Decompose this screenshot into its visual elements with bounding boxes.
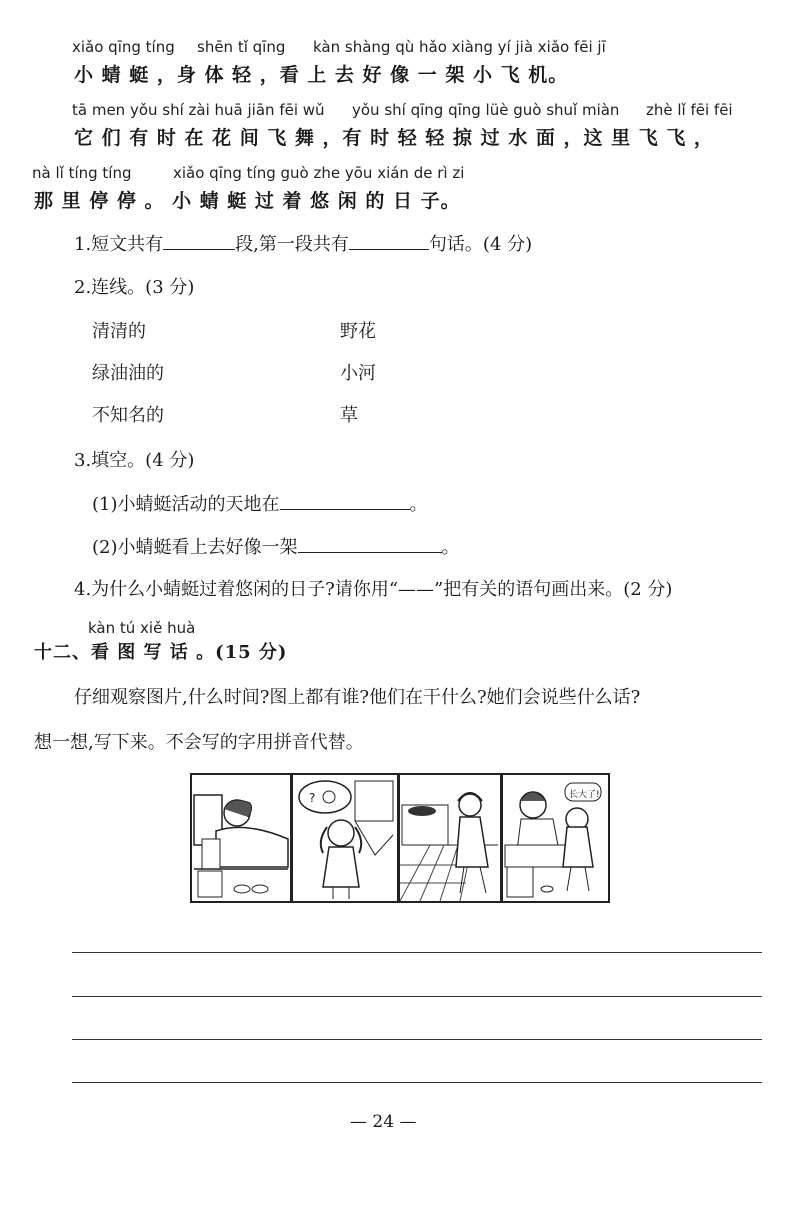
passage-line-2: 它 们 有 时 在 花 间 飞 舞 ，有 时 轻 轻 掠 过 水 面 ，这 里 飞 飞 ， [74, 127, 714, 149]
sleeping-mother-illustration [192, 775, 290, 901]
match-left-2[interactable]: 绿油油的 [92, 363, 164, 384]
match-left-3[interactable]: 不知名的 [92, 405, 164, 426]
writing-line-4[interactable] [72, 1082, 762, 1083]
answer-blank-4[interactable] [298, 534, 442, 553]
passage-line-3: 那 里 停 停 。 小 蜻 蜓 过 着 悠 闲 的 日 子。 [34, 190, 461, 212]
writing-line-3[interactable] [72, 1039, 762, 1040]
comic-panel-3 [398, 773, 502, 903]
writing-line-1[interactable] [72, 952, 762, 953]
page-number: — 24 — [350, 1112, 417, 1132]
pinyin-1b: shēn tǐ qīng [197, 38, 286, 56]
thinking-girl-illustration [293, 775, 397, 901]
section-12-pinyin: kàn tú xiě huà [88, 619, 196, 637]
question-1: 1.短文共有 段,第一段共有 句话。(4 分) [74, 230, 532, 256]
writing-line-2[interactable] [72, 996, 762, 997]
svg-text:?: ? [309, 791, 316, 805]
section-12-title: 十二、看 图 写 话 。(15 分) [34, 642, 288, 663]
pinyin-3b: xiǎo qīng tíng guò zhe yōu xián de rì zi [173, 164, 465, 182]
comic-panel-2 [291, 773, 399, 903]
question-3-item-1: (1)小蜻蜓活动的天地在 。 [92, 490, 428, 516]
answer-blank-2[interactable] [349, 231, 429, 250]
pinyin-3a: nà lǐ tíng tíng [32, 164, 132, 182]
question-4: 4.为什么小蜻蜓过着悠闲的日子?请你用“——”把有关的语句画出来。(2 分) [74, 579, 673, 600]
question-2-title: 2.连线。(3 分) [74, 277, 195, 298]
match-right-3[interactable]: 草 [340, 405, 358, 426]
pinyin-2a: tā men yǒu shí zài huā jiān fēi wǔ [72, 101, 325, 119]
answer-blank-3[interactable] [280, 491, 410, 510]
passage-line-1: 小 蜻 蜓 ，身 体 轻 ，看 上 去 好 像 一 架 小 飞 机。 [74, 64, 569, 86]
writing-prompt-2: 想一想,写下来。不会写的字用拼音代替。 [34, 732, 364, 753]
match-right-1[interactable]: 野花 [340, 321, 376, 342]
answer-blank-1[interactable] [163, 231, 235, 250]
match-right-2[interactable]: 小河 [340, 363, 376, 384]
question-3-title: 3.填空。(4 分) [74, 450, 195, 471]
question-3-item-2: (2)小蜻蜓看上去好像一架 。 [92, 533, 460, 559]
match-left-1[interactable]: 清清的 [92, 321, 146, 342]
pinyin-2b: yǒu shí qīng qīng lüè guò shuǐ miàn [352, 101, 620, 119]
pinyin-2c: zhè lǐ fēi fēi [646, 101, 733, 119]
comic-panel-1 [190, 773, 292, 903]
writing-prompt-1: 仔细观察图片,什么时间?图上都有谁?他们在干什么?她们会说些什么话? [74, 687, 641, 708]
pinyin-1c: kàn shàng qù hǎo xiàng yí jià xiǎo fēi jī [313, 38, 606, 56]
speech-bubble-text: 长大了! [569, 790, 600, 800]
comic-strip [190, 773, 610, 903]
kitchen-girl-illustration [400, 775, 500, 901]
pinyin-1a: xiǎo qīng tíng [72, 38, 175, 56]
comic-panel-4 [501, 773, 610, 903]
